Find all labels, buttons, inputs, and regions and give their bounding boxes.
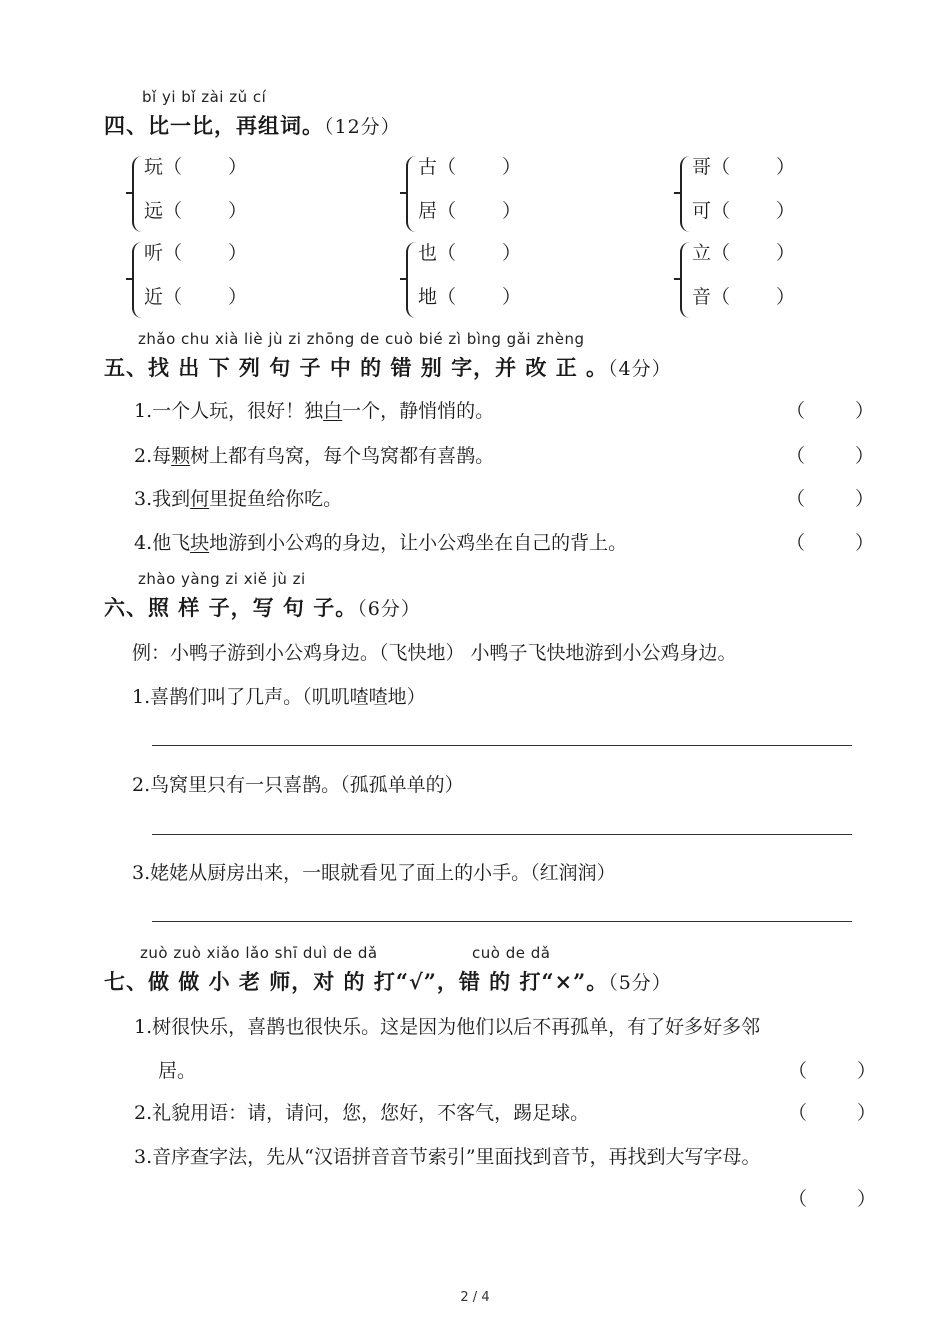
word-pair-6: 立（ ） 音（ ）	[680, 238, 800, 322]
s6-item-3: 3.姥姥从厨房出来，一眼就看见了面上的小手。（红润润）	[132, 862, 616, 884]
section7-title	[104, 966, 672, 996]
answer-paren[interactable]: （ ）	[788, 1188, 899, 1210]
char: 立	[692, 242, 712, 264]
answer-paren[interactable]: （ ）	[788, 1102, 899, 1124]
brace-icon	[132, 156, 144, 232]
word-pair-4: 听（ ） 近（ ）	[132, 238, 252, 322]
wrong-char: 块	[190, 532, 210, 554]
brace-icon	[680, 242, 692, 318]
brace-icon	[406, 156, 418, 232]
word-pair-1: 玩（ ） 远（ ）	[132, 152, 252, 236]
s5-item-4: 4.他飞块地游到小公鸡的身边，让小公鸡坐在自己的背上。	[134, 532, 628, 554]
section5-title-text: 五、找 出 下 列 句 子 中 的 错 别 字，并 改 正 。	[104, 355, 609, 380]
section6-title-text: 六、照 样 子，写 句 子。	[104, 595, 358, 620]
wrong-char: 颗	[171, 445, 191, 467]
section7-title-text: 七、做 做 小 老 师，对 的 打“√”，错 的 打“×”。	[104, 969, 609, 994]
brace-icon	[680, 156, 692, 232]
section5-title	[104, 352, 672, 382]
answer-line[interactable]	[152, 745, 852, 746]
word-pair-3: 哥（ ） 可（ ）	[680, 152, 800, 236]
s7-item-2: 2.礼貌用语：请，请问，您，您好，不客气，踢足球。	[134, 1102, 590, 1124]
section5-score: （4分）	[608, 358, 672, 380]
section7-pinyin-right: cuò de dǎ	[472, 944, 551, 962]
answer-paren[interactable]: （ ）	[786, 400, 897, 422]
char: 也	[418, 242, 438, 264]
char: 音	[692, 286, 712, 308]
section7-pinyin-left: zuò zuò xiǎo lǎo shī duì de dǎ	[140, 944, 378, 962]
char: 近	[144, 286, 164, 308]
section6-pinyin: zhào yàng zi xiě jù zi	[138, 570, 306, 588]
char: 地	[418, 286, 438, 308]
section7-score: （5分）	[608, 972, 672, 994]
section6-title	[104, 592, 421, 622]
s7-item-1-line2: 居。	[158, 1060, 197, 1082]
answer-paren[interactable]: （ ）	[786, 488, 897, 510]
word-pair-5: 也（ ） 地（ ）	[406, 238, 526, 322]
char: 听	[144, 242, 164, 264]
s6-item-2: 2.鸟窝里只有一只喜鹊。（孤孤单单的）	[132, 774, 464, 796]
char: 古	[418, 156, 438, 178]
char: 可	[692, 200, 712, 222]
s5-item-2: 2.每颗树上都有鸟窝，每个鸟窝都有喜鹊。	[134, 445, 495, 467]
section4-title-text: 四、比一比，再组词。	[104, 113, 324, 138]
section4-title	[104, 110, 401, 140]
s7-item-3: 3.音序查字法，先从“汉语拼音音节索引”里面找到音节，再找到大写字母。	[134, 1146, 761, 1168]
char: 玩	[144, 156, 164, 178]
wrong-char: 何	[190, 488, 210, 510]
brace-icon	[406, 242, 418, 318]
char: 哥	[692, 156, 712, 178]
word-pair-2: 古（ ） 居（ ）	[406, 152, 526, 236]
brace-icon	[132, 242, 144, 318]
section4-pinyin: bǐ yi bǐ zài zǔ cí	[142, 88, 267, 106]
answer-paren[interactable]: （ ）	[786, 532, 897, 554]
section4-score: （12分）	[324, 116, 401, 138]
s6-item-1: 1.喜鹊们叫了几声。（叽叽喳喳地）	[132, 686, 426, 708]
section6-score: （6分）	[357, 598, 421, 620]
answer-line[interactable]	[152, 834, 852, 835]
answer-paren[interactable]: （ ）	[786, 445, 897, 467]
s6-example: 例：小鸭子游到小公鸡身边。（飞快地） 小鸭子飞快地游到小公鸡身边。	[132, 642, 737, 664]
section5-pinyin: zhǎo chu xià liè jù zi zhōng de cuò bié zì bìng gǎi zhèng	[138, 330, 585, 348]
answer-line[interactable]	[152, 921, 852, 922]
s7-item-1-line1: 1.树很快乐，喜鹊也很快乐。这是因为他们以后不再孤单，有了好多好多邻	[134, 1016, 761, 1038]
s5-item-3: 3.我到何里捉鱼给你吃。	[134, 488, 343, 510]
s5-item-1: 1.一个人玩，很好！独白一个，静悄悄的。	[134, 400, 495, 422]
wrong-char: 白	[323, 400, 343, 422]
char: 远	[144, 200, 164, 222]
page-number: 2 / 4	[460, 1290, 490, 1305]
answer-paren[interactable]: （ ）	[788, 1060, 899, 1082]
char: 居	[418, 200, 438, 222]
